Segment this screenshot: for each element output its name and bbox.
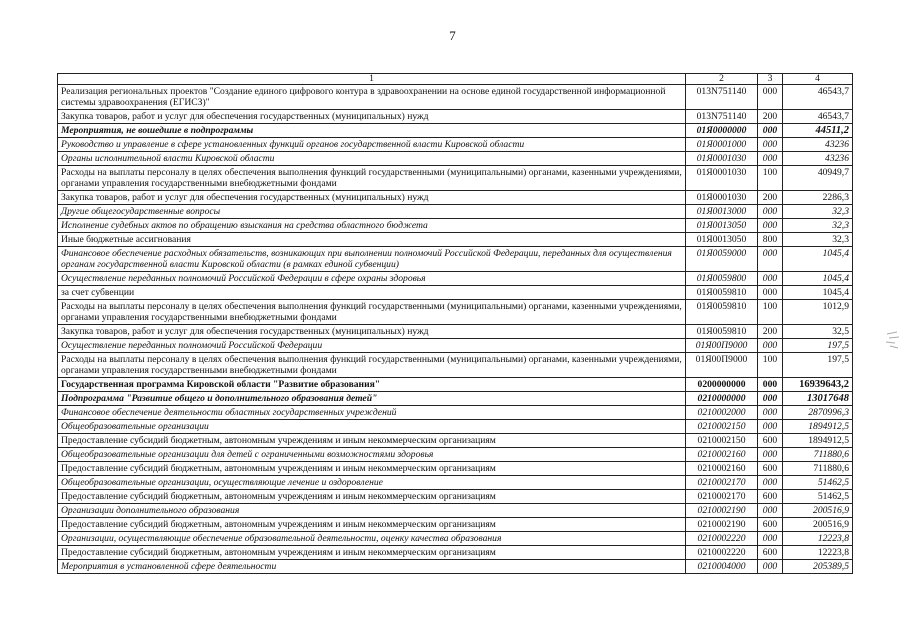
row-code-cell: 0210004000 bbox=[686, 560, 758, 574]
row-type-cell: 000 bbox=[758, 286, 783, 300]
row-code-cell: 01Я0013050 bbox=[686, 219, 758, 233]
row-name-cell: Расходы на выплаты персоналу в целях обеспечения выполнения функций государственными (муниципальными) органами, казенными учреждениями, органами управления государственными внебюджетными фондами bbox=[58, 353, 686, 378]
row-amount-cell: 197,5 bbox=[783, 353, 853, 378]
row-code-cell: 01Я0059800 bbox=[686, 272, 758, 286]
row-code-cell: 0200000000 bbox=[686, 378, 758, 392]
row-name-cell: Общеобразовательные организации bbox=[58, 420, 686, 434]
row-name-cell: Подпрограмма "Развитие общего и дополнительного образования детей" bbox=[58, 392, 686, 406]
table-row bbox=[58, 420, 853, 434]
row-amount-cell: 1012,9 bbox=[783, 300, 853, 325]
row-code-cell: 0210000000 bbox=[686, 392, 758, 406]
table-row bbox=[58, 392, 853, 406]
table-row bbox=[58, 124, 853, 138]
row-code-cell: 0210002160 bbox=[686, 448, 758, 462]
budget-table bbox=[57, 73, 853, 574]
row-amount-cell: 12223,8 bbox=[783, 532, 853, 546]
row-code-cell: 01Я0059810 bbox=[686, 300, 758, 325]
row-code-cell: 01Я0001000 bbox=[686, 138, 758, 152]
row-code-cell: 01Я0000000 bbox=[686, 124, 758, 138]
row-type-cell: 100 bbox=[758, 353, 783, 378]
row-amount-cell: 32,3 bbox=[783, 219, 853, 233]
table-row bbox=[58, 448, 853, 462]
row-type-cell: 000 bbox=[758, 378, 783, 392]
header-col-1: 1 bbox=[58, 74, 686, 85]
row-amount-cell: 711880,6 bbox=[783, 462, 853, 476]
row-type-cell: 000 bbox=[758, 476, 783, 490]
row-amount-cell: 40949,7 bbox=[783, 166, 853, 191]
row-name-cell: Другие общегосударственные вопросы bbox=[58, 205, 686, 219]
table-row bbox=[58, 191, 853, 205]
table-row bbox=[58, 138, 853, 152]
row-code-cell: 0210002190 bbox=[686, 518, 758, 532]
row-type-cell: 000 bbox=[758, 392, 783, 406]
row-name-cell: Мероприятия, не вошедшие в подпрограммы bbox=[58, 124, 686, 138]
row-name-cell: Исполнение судебных актов по обращению взыскания на средства областного бюджета bbox=[58, 219, 686, 233]
table-row bbox=[58, 504, 853, 518]
row-amount-cell: 43236 bbox=[783, 152, 853, 166]
row-code-cell: 01Я0001030 bbox=[686, 191, 758, 205]
table-row bbox=[58, 339, 853, 353]
row-code-cell: 01Я00П9000 bbox=[686, 353, 758, 378]
table-row bbox=[58, 286, 853, 300]
row-amount-cell: 200516,9 bbox=[783, 504, 853, 518]
row-type-cell: 000 bbox=[758, 152, 783, 166]
row-name-cell: Реализация региональных проектов "Создание единого цифрового контура в здравоохранении на основе единой государственной информационной системы здравоохранения (ЕГИСЗ)" bbox=[58, 85, 686, 110]
table-row bbox=[58, 462, 853, 476]
row-code-cell: 013N751140 bbox=[686, 110, 758, 124]
row-amount-cell: 1045,4 bbox=[783, 247, 853, 272]
table-row bbox=[58, 518, 853, 532]
row-amount-cell: 200516,9 bbox=[783, 518, 853, 532]
row-name-cell: за счет субвенции bbox=[58, 286, 686, 300]
row-name-cell: Мероприятия в установленной сфере деятельности bbox=[58, 560, 686, 574]
row-amount-cell: 711880,6 bbox=[783, 448, 853, 462]
row-name-cell: Организации дополнительного образования bbox=[58, 504, 686, 518]
table-row bbox=[58, 247, 853, 272]
row-amount-cell: 12223,8 bbox=[783, 546, 853, 560]
row-amount-cell: 43236 bbox=[783, 138, 853, 152]
row-code-cell: 0210002160 bbox=[686, 462, 758, 476]
row-type-cell: 000 bbox=[758, 420, 783, 434]
row-amount-cell: 51462,5 bbox=[783, 476, 853, 490]
page-number: 7 bbox=[449, 28, 456, 43]
row-code-cell: 0210002150 bbox=[686, 434, 758, 448]
header-col-2: 2 bbox=[686, 74, 758, 85]
row-name-cell: Предоставление субсидий бюджетным, автономным учреждениям и иным некоммерческим организациям bbox=[58, 462, 686, 476]
row-type-cell: 600 bbox=[758, 434, 783, 448]
row-type-cell: 000 bbox=[758, 124, 783, 138]
row-type-cell: 000 bbox=[758, 205, 783, 219]
row-type-cell: 000 bbox=[758, 532, 783, 546]
table-row bbox=[58, 353, 853, 378]
row-code-cell: 01Я0013050 bbox=[686, 233, 758, 247]
table-row bbox=[58, 205, 853, 219]
row-type-cell: 000 bbox=[758, 448, 783, 462]
row-name-cell: Организации, осуществляющие обеспечение образовательной деятельности, оценку качества образования bbox=[58, 532, 686, 546]
row-amount-cell: 1894912,5 bbox=[783, 434, 853, 448]
row-name-cell: Финансовое обеспечение расходных обязательств, возникающих при выполнении полномочий Российской Федерации, переданных для осуществления органам государственной власти Кировской области (в рамках единой субвенции) bbox=[58, 247, 686, 272]
row-code-cell: 0210002170 bbox=[686, 476, 758, 490]
row-name-cell: Осуществление переданных полномочий Российской Федерации bbox=[58, 339, 686, 353]
row-name-cell: Закупка товаров, работ и услуг для обеспечения государственных (муниципальных) нужд bbox=[58, 110, 686, 124]
row-type-cell: 600 bbox=[758, 462, 783, 476]
table-row bbox=[58, 546, 853, 560]
row-code-cell: 01Я0013000 bbox=[686, 205, 758, 219]
row-name-cell: Закупка товаров, работ и услуг для обеспечения государственных (муниципальных) нужд bbox=[58, 325, 686, 339]
table-row bbox=[58, 110, 853, 124]
row-code-cell: 01Я0059810 bbox=[686, 325, 758, 339]
row-name-cell: Осуществление переданных полномочий Российской Федерации в сфере охраны здоровья bbox=[58, 272, 686, 286]
row-amount-cell: 32,3 bbox=[783, 205, 853, 219]
row-type-cell: 600 bbox=[758, 490, 783, 504]
row-type-cell: 600 bbox=[758, 546, 783, 560]
row-type-cell: 200 bbox=[758, 110, 783, 124]
row-amount-cell: 2870996,3 bbox=[783, 406, 853, 420]
table-row bbox=[58, 152, 853, 166]
row-code-cell: 0210002170 bbox=[686, 490, 758, 504]
row-type-cell: 000 bbox=[758, 272, 783, 286]
row-type-cell: 100 bbox=[758, 166, 783, 191]
row-name-cell: Общеобразовательные организации, осуществляющие лечение и оздоровление bbox=[58, 476, 686, 490]
row-type-cell: 100 bbox=[758, 300, 783, 325]
table-header-row bbox=[58, 74, 853, 85]
row-code-cell: 0210002000 bbox=[686, 406, 758, 420]
row-amount-cell: 2286,3 bbox=[783, 191, 853, 205]
row-amount-cell: 1045,4 bbox=[783, 272, 853, 286]
row-amount-cell: 46543,7 bbox=[783, 110, 853, 124]
row-type-cell: 000 bbox=[758, 339, 783, 353]
row-name-cell: Расходы на выплаты персоналу в целях обеспечения выполнения функций государственными (муниципальными) органами, казенными учреждениями, органами управления государственными внебюджетными фондами bbox=[58, 300, 686, 325]
table-row bbox=[58, 532, 853, 546]
row-type-cell: 000 bbox=[758, 219, 783, 233]
row-name-cell: Иные бюджетные ассигнования bbox=[58, 233, 686, 247]
row-code-cell: 01Я00П9000 bbox=[686, 339, 758, 353]
row-amount-cell: 205389,5 bbox=[783, 560, 853, 574]
row-type-cell: 200 bbox=[758, 191, 783, 205]
row-code-cell: 013N751140 bbox=[686, 85, 758, 110]
table-row bbox=[58, 476, 853, 490]
table-row bbox=[58, 272, 853, 286]
row-code-cell: 0210002190 bbox=[686, 504, 758, 518]
table-row bbox=[58, 166, 853, 191]
table-row bbox=[58, 233, 853, 247]
row-amount-cell: 16939643,2 bbox=[783, 378, 853, 392]
row-amount-cell: 51462,5 bbox=[783, 490, 853, 504]
row-type-cell: 600 bbox=[758, 518, 783, 532]
row-name-cell: Предоставление субсидий бюджетным, автономным учреждениям и иным некоммерческим организациям bbox=[58, 434, 686, 448]
row-code-cell: 01Я0059000 bbox=[686, 247, 758, 272]
row-amount-cell: 1894912,5 bbox=[783, 420, 853, 434]
row-amount-cell: 44511,2 bbox=[783, 124, 853, 138]
row-code-cell: 0210002220 bbox=[686, 546, 758, 560]
row-code-cell: 0210002150 bbox=[686, 420, 758, 434]
row-name-cell: Финансовое обеспечение деятельности областных государственных учреждений bbox=[58, 406, 686, 420]
table-row bbox=[58, 325, 853, 339]
row-name-cell: Общеобразовательные организации для детей с ограниченными возможностями здоровья bbox=[58, 448, 686, 462]
row-type-cell: 800 bbox=[758, 233, 783, 247]
row-code-cell: 0210002220 bbox=[686, 532, 758, 546]
row-name-cell: Руководство и управление в сфере установленных функций органов государственной власти Кировской области bbox=[58, 138, 686, 152]
row-name-cell: Закупка товаров, работ и услуг для обеспечения государственных (муниципальных) нужд bbox=[58, 191, 686, 205]
row-amount-cell: 197,5 bbox=[783, 339, 853, 353]
table-row bbox=[58, 490, 853, 504]
table-row bbox=[58, 219, 853, 233]
row-type-cell: 000 bbox=[758, 85, 783, 110]
row-name-cell: Предоставление субсидий бюджетным, автономным учреждениям и иным некоммерческим организациям bbox=[58, 546, 686, 560]
header-col-4: 4 bbox=[783, 74, 853, 85]
row-amount-cell: 46543,7 bbox=[783, 85, 853, 110]
header-col-3: 3 bbox=[758, 74, 783, 85]
scan-artifact-mark bbox=[885, 330, 901, 352]
row-type-cell: 000 bbox=[758, 247, 783, 272]
row-code-cell: 01Я0001030 bbox=[686, 166, 758, 191]
row-name-cell: Расходы на выплаты персоналу в целях обеспечения выполнения функций государственными (муниципальными) органами, казенными учреждениями, органами управления государственными внебюджетными фондами bbox=[58, 166, 686, 191]
row-type-cell: 200 bbox=[758, 325, 783, 339]
row-amount-cell: 32,3 bbox=[783, 233, 853, 247]
row-amount-cell: 1045,4 bbox=[783, 286, 853, 300]
row-amount-cell: 13017648 bbox=[783, 392, 853, 406]
table-row bbox=[58, 378, 853, 392]
row-name-cell: Государственная программа Кировской области "Развитие образования" bbox=[58, 378, 686, 392]
table-row bbox=[58, 406, 853, 420]
row-type-cell: 000 bbox=[758, 560, 783, 574]
row-name-cell: Предоставление субсидий бюджетным, автономным учреждениям и иным некоммерческим организациям bbox=[58, 518, 686, 532]
row-amount-cell: 32,5 bbox=[783, 325, 853, 339]
table-row bbox=[58, 434, 853, 448]
row-name-cell: Органы исполнительной власти Кировской области bbox=[58, 152, 686, 166]
row-code-cell: 01Я0001030 bbox=[686, 152, 758, 166]
row-type-cell: 000 bbox=[758, 138, 783, 152]
table-row bbox=[58, 560, 853, 574]
row-type-cell: 000 bbox=[758, 504, 783, 518]
row-type-cell: 000 bbox=[758, 406, 783, 420]
table-row bbox=[58, 300, 853, 325]
row-name-cell: Предоставление субсидий бюджетным, автономным учреждениям и иным некоммерческим организациям bbox=[58, 490, 686, 504]
row-code-cell: 01Я0059810 bbox=[686, 286, 758, 300]
table-row bbox=[58, 85, 853, 110]
